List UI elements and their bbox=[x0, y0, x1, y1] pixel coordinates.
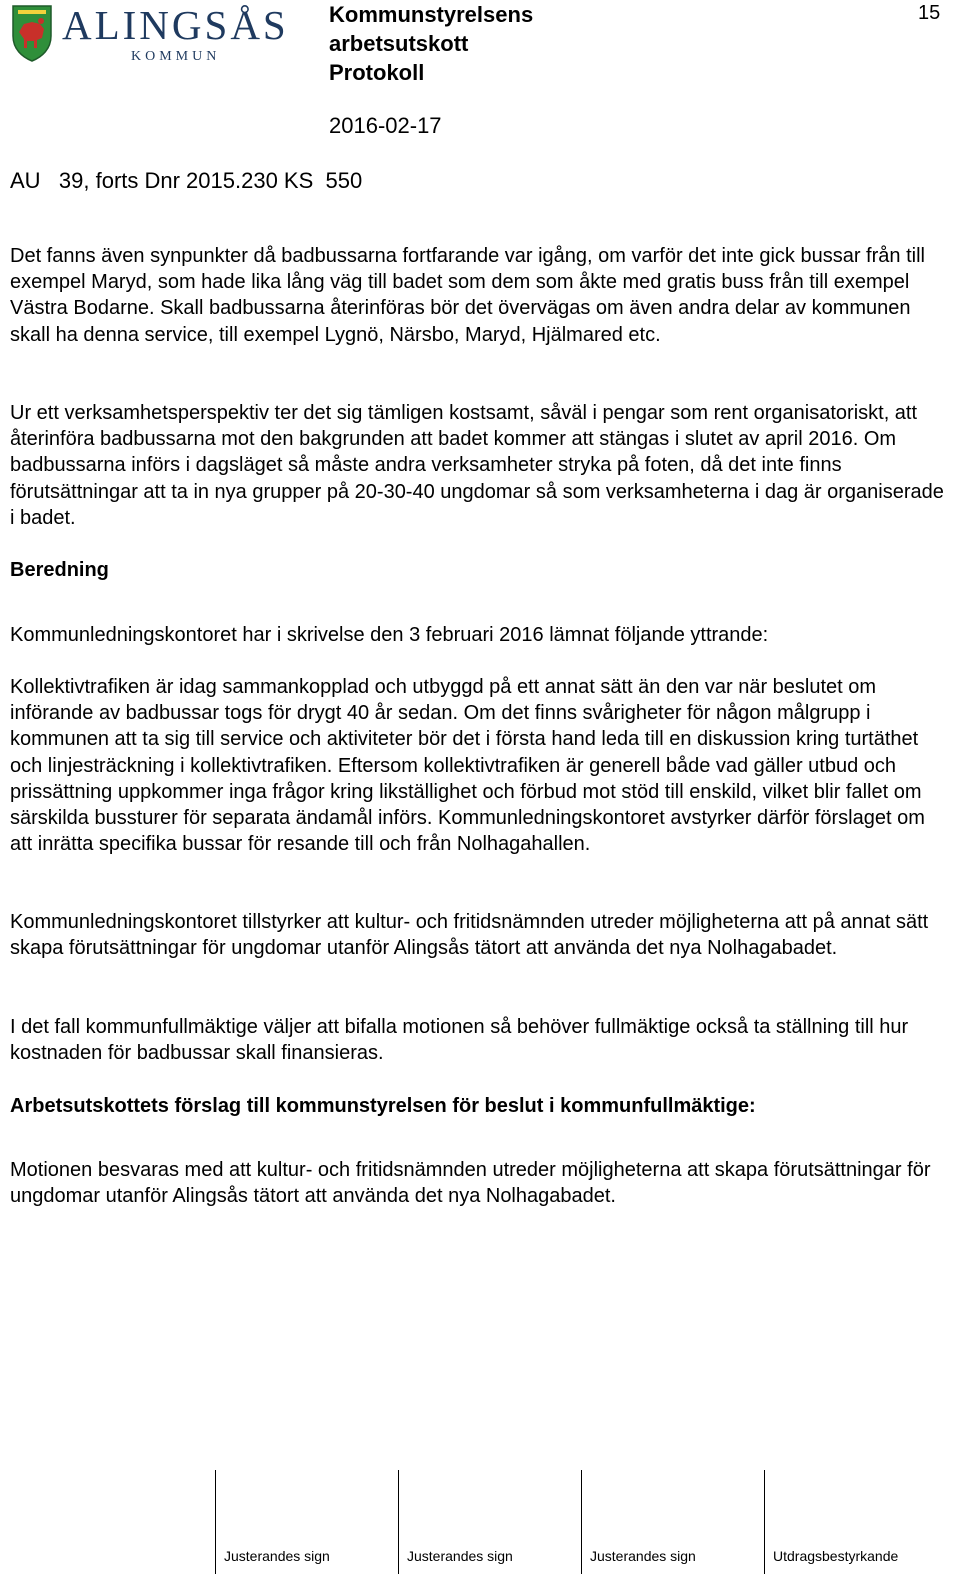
paragraph: Kommunledningskontoret har i skrivelse den 3 februari 2016 lämnat följande yttrande: bbox=[10, 624, 769, 646]
paragraph: I det fall kommunfullmäktige väljer att bifalla motionen så behöver fullmäktige också ta ställning till hur kostnaden för badbussar skall finansieras. bbox=[10, 1016, 909, 1065]
paragraph: Kommunledningskontoret tillstyrker att kultur- och fritidsnämnden utreder möjligheterna att på annat sätt skapa förutsättningar för ungdomar utanför Alingsås tätort att använda det nya Nolhagabadet. bbox=[10, 911, 929, 960]
signature-footer bbox=[0, 1470, 960, 1587]
section-heading-beredning: Beredning bbox=[10, 559, 109, 581]
logo-subtitle: KOMMUN bbox=[131, 49, 221, 64]
footer-divider bbox=[215, 1470, 216, 1574]
meeting-date: 2016-02-17 bbox=[329, 113, 442, 138]
logo-wordmark: ALINGSÅS bbox=[62, 2, 289, 48]
paragraph: Motionen besvaras med att kultur- och fritidsnämnden utreder möjligheterna att skapa förutsättningar för ungdomar utanför Alingsås tätort att använda det nya Nolhagabadet. bbox=[10, 1159, 931, 1208]
signature-field-1: Justerandes sign bbox=[224, 1548, 330, 1564]
title-line-3: Protokoll bbox=[329, 60, 425, 85]
certification-field: Utdragsbestyrkande bbox=[773, 1548, 899, 1564]
signature-field-3: Justerandes sign bbox=[590, 1548, 696, 1564]
title-line-1: Kommunstyrelsens bbox=[329, 2, 534, 27]
footer-divider bbox=[764, 1470, 765, 1574]
footer-divider bbox=[581, 1470, 582, 1574]
section-heading-forslag: Arbetsutskottets förslag till kommunstyrelsen för beslut i kommunfullmäktige: bbox=[10, 1095, 756, 1117]
paragraph: Det fanns även synpunkter då badbussarna fortfarande var igång, om varför det inte gick bussar från till exempel Maryd, som hade lika lång väg till badet som dem som åkte med gratis buss från till exempel Västra Bodarne. Skall badbussarna återinföras bör det övervägas om även andra delar av kommunen skall ha denna service, till exempel Lygnö, Närsbo, Maryd, Hjälmared etc. bbox=[10, 245, 925, 346]
document-title bbox=[329, 0, 533, 87]
paragraph: Kollektivtrafiken är idag sammankopplad och utbyggd på ett annat sätt än den var när beslutet om införande av badbussar togs för drygt 40 år sedan. Om det finns svårigheter för någon målgrupp i kommunen att ta sig till service och aktiviteter bör det i första hand leda till en diskussion kring turtäthet och linjesträckning i kollektivtrafiken. Eftersom kollektivtrafiken är generell både vad gäller utbud och prissättning uppkommer inga frågor kring likställighet och förbud mot stöd till enskild, vilket blir fallet om särskilda bussturer för separata ändamål införs. Kommunledningskontoret avstyrker därför förslaget om att inrätta specifika bussar för resande till och från Nolhagahallen. bbox=[10, 676, 925, 856]
case-reference: AU 39, forts Dnr 2015.230 KS 550 bbox=[10, 168, 363, 193]
footer-divider bbox=[398, 1470, 399, 1574]
paragraph: Ur ett verksamhetsperspektiv ter det sig tämligen kostsamt, såväl i pengar som rent organisatoriskt, att återinföra badbussarna mot den bakgrunden att badet kommer att stängas i slutet av april 2016. Om badbussarna införs i dagsläget så måste andra verksamheter stryka på foten, då det inte finns förutsättningar att ta in nya grupper på 20-30-40 ungdomar så som verksamheterna i dag är organiserade i badet. bbox=[10, 402, 944, 529]
page-number: 15 bbox=[918, 2, 941, 24]
coat-of-arms-icon bbox=[10, 2, 54, 62]
title-line-2: arbetsutskott bbox=[329, 31, 469, 56]
signature-field-2: Justerandes sign bbox=[407, 1548, 513, 1564]
municipality-logo bbox=[10, 2, 290, 68]
